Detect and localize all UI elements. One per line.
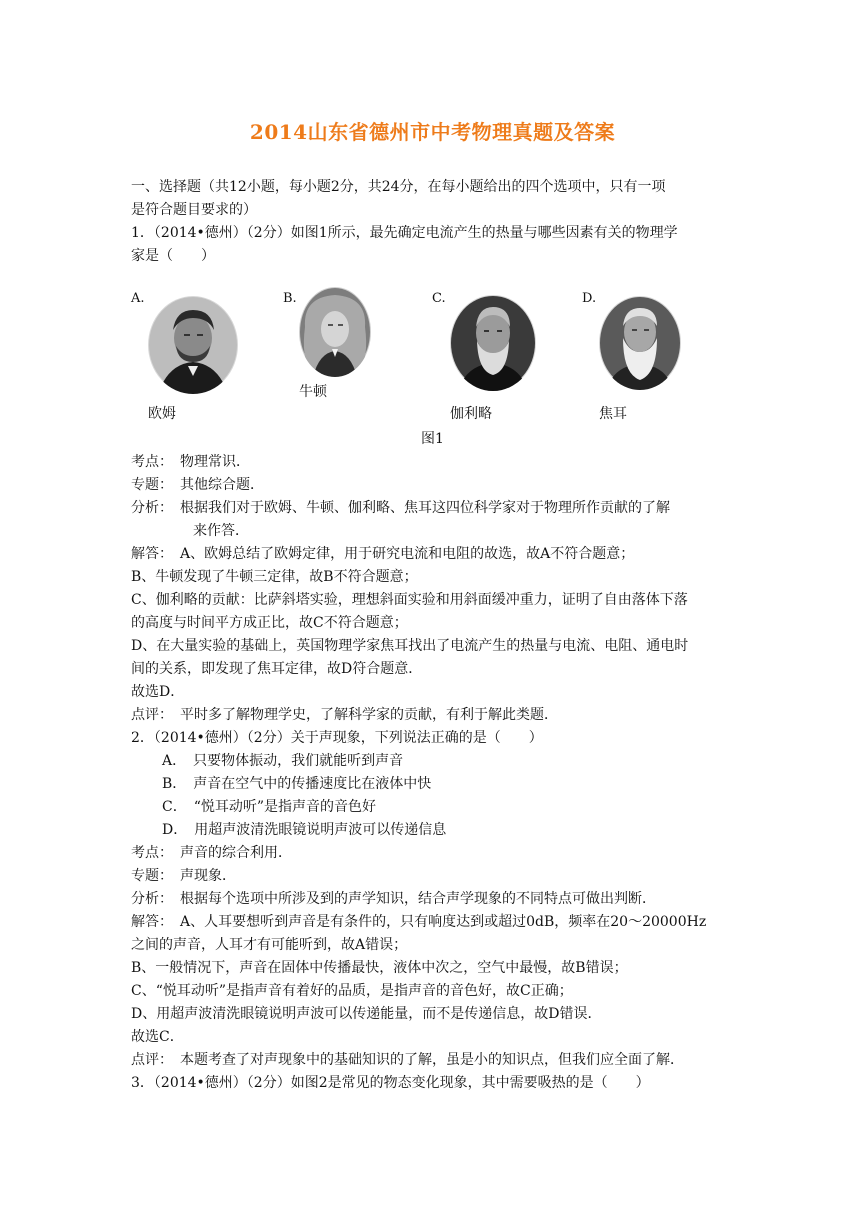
page-title: 2014山东省德州市中考物理真题及答案 [249, 120, 616, 144]
question-3-stem: 3．（2014•德州）（2分）如图2是常见的物态变化现象，其中需要吸热的是（ ） [131, 1075, 650, 1091]
option-a-caption: 欧姆 [148, 406, 176, 422]
q2-fenxi: 分析： 根据每个选项中所涉及到的声学知识，结合声学现象的不同特点可做出判断． [131, 891, 656, 907]
q2-option-c: C． “悦耳动听”是指声音的音色好 [162, 799, 377, 815]
portrait-newton-image [299, 287, 371, 377]
q1-zhuanti: 专题： 其他综合题． [131, 477, 264, 493]
option-b-label: B. [283, 291, 297, 306]
q2-jieda-line-6: 故选C． [131, 1029, 184, 1045]
q1-jieda-line-3: C、伽利略的贡献：比萨斜塔实验，理想斜面实验和用斜面缓冲重力，证明了自由落体下落 [131, 592, 688, 608]
portrait-galileo-image [450, 295, 536, 391]
q1-jieda-line-7: 故选D． [131, 684, 185, 700]
q1-jieda-line-1: 解答： A、欧姆总结了欧姆定律，用于研究电流和电阻的故选，故A不符合题意； [131, 546, 635, 562]
option-d-caption: 焦耳 [599, 406, 627, 422]
q1-jieda-line-2: B、牛顿发现了牛顿三定律，故B不符合题意； [131, 569, 418, 585]
question-2-stem: 2．（2014•德州）（2分）关于声现象，下列说法正确的是（ ） [131, 730, 543, 746]
option-b-caption: 牛顿 [299, 384, 327, 400]
q2-dianping: 点评： 本题考查了对声现象中的基础知识的了解，虽是小的知识点，但我们应全面了解． [131, 1052, 684, 1068]
option-a-label: A. [131, 291, 145, 306]
portrait-ohm-image [148, 296, 238, 394]
q1-dianping: 点评： 平时多了解物理学史，了解科学家的贡献，有利于解此类题． [131, 707, 558, 723]
q2-jieda-line-2: 之间的声音，人耳才有可能听到，故A错误； [131, 937, 408, 953]
q2-option-a: A． 只要物体振动，我们就能听到声音 [162, 753, 404, 769]
q2-option-d: D． 用超声波清洗眼镜说明声波可以传递信息 [162, 822, 447, 838]
q2-jieda-line-4: C、“悦耳动听”是指声音有着好的品质，是指声音的音色好，故C正确； [131, 983, 573, 999]
q2-kaodian: 考点： 声音的综合利用． [131, 845, 292, 861]
question-1-stem-line-2: 家是（ ） [131, 248, 215, 264]
q2-jieda-line-1: 解答： A、人耳要想听到声音是有条件的，只有响度达到或超过0dB，频率在20～20000Hz [131, 914, 707, 930]
q1-jieda-line-5: D、在大量实验的基础上，英国物理学家焦耳找出了电流产生的热量与电流、电阻、通电时 [131, 638, 689, 654]
q2-jieda-line-5: D、用超声波清洗眼镜说明声波可以传递能量，而不是传递信息，故D错误． [131, 1006, 602, 1022]
section-heading-line-1: 一、选择题（共12小题，每小题2分，共24分，在每小题给出的四个选项中，只有一项 [131, 179, 666, 195]
q1-fenxi-line-2: 来作答． [193, 523, 249, 539]
option-c-label: C. [432, 291, 446, 306]
q2-zhuanti: 专题： 声现象． [131, 868, 236, 884]
figure-1-label: 图1 [421, 431, 444, 447]
q1-jieda-line-4: 的高度与时间平方成正比，故C不符合题意； [131, 615, 408, 631]
q1-kaodian: 考点： 物理常识． [131, 454, 250, 470]
q1-jieda-line-6: 间的关系，即发现了焦耳定律，故D符合题意． [131, 661, 423, 677]
section-heading-line-2: 是符合题目要求的） [131, 202, 257, 218]
q2-option-b: B． 声音在空气中的传播速度比在液体中快 [162, 776, 432, 792]
question-1-stem-line-1: 1．（2014•德州）（2分）如图1所示，最先确定电流产生的热量与哪些因素有关的物理学 [131, 225, 678, 241]
portrait-joule-image [599, 296, 681, 390]
q2-jieda-line-3: B、一般情况下，声音在固体中传播最快，液体中次之，空气中最慢，故B错误； [131, 960, 628, 976]
option-c-caption: 伽利略 [450, 406, 492, 422]
q1-fenxi-line-1: 分析： 根据我们对于欧姆、牛顿、伽利略、焦耳这四位科学家对于物理所作贡献的了解 [131, 500, 670, 516]
option-d-label: D. [582, 291, 597, 306]
